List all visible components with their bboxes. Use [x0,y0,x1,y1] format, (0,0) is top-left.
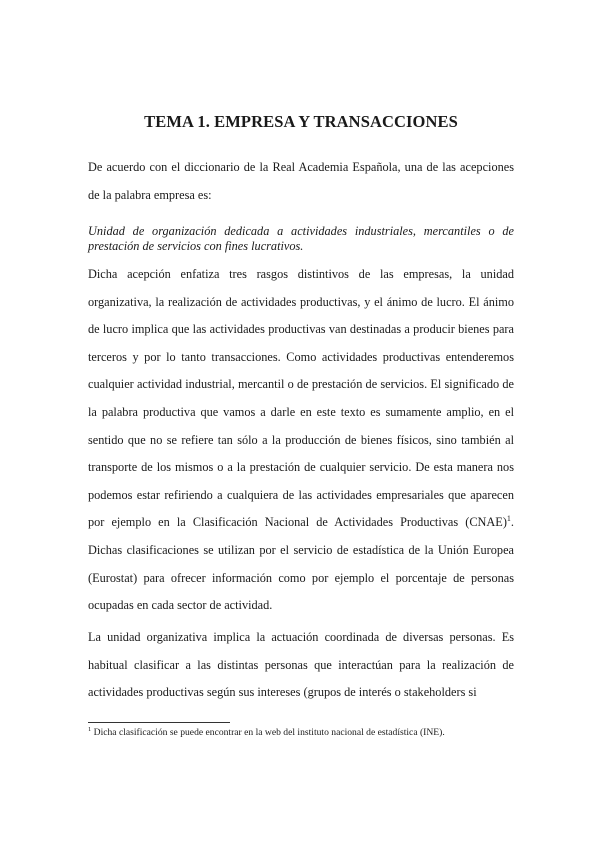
main-paragraph-continuation: . Dichas clasificaciones se utilizan por el servicio de estadística de la Unión Europea (Eurostat) para ofrecer información como por ejemplo el porcentaje de personas ocupadas en cada sector de actividad. [88,515,514,613]
footnote-text: Dicha clasificación se puede encontrar en la web del instituto nacional de estadística (INE). [91,727,445,738]
intro-paragraph: De acuerdo con el diccionario de la Real Academia Española, una de las acepciones de la palabra empresa es: [88,160,514,202]
main-paragraph-text: Dicha acepción enfatiza tres rasgos distintivos de las empresas, la unidad organizativa, la realización de actividades productivas, y el ánimo de lucro. El ánimo de lucro implica que las actividades productivas van destinadas a producir bienes para terceros y por lo tanto transacciones. Como actividades productivas entenderemos cualquier actividad industrial, mercantil o de prestación de servicios. El significado de la palabra productiva que vamos a darle en este texto es sumamente amplio, en el sentido que no se refiere tan sólo a la producción de bienes físicos, sino también al transporte de los mismos o a la prestación de cualquier servicio. De esta manera nos podemos estar refiriendo a cualquiera de las actividades empresariales que aparecen por ejemplo en la Clasificación Nacional de Actividades Productivas (CNAE) [88,267,514,530]
footnote-number: 1 [88,725,92,733]
footnote-divider [88,722,230,723]
footnote-reference: 1 [506,514,511,524]
page-title: TEMA 1. EMPRESA Y TRANSACCIONES [144,112,458,131]
main-paragraph [88,261,514,620]
footnote [88,727,514,739]
definition-quote: Unidad de organización dedicada a actividades industriales, mercantiles o de prestación de servicios con fines lucrativos. [88,224,514,253]
organization-paragraph: La unidad organizativa implica la actuación coordinada de diversas personas. Es habitual clasificar a las distintas personas que interactúan para la realización de actividades productivas según sus intereses (grupos de interés o stakeholders si [88,630,514,700]
